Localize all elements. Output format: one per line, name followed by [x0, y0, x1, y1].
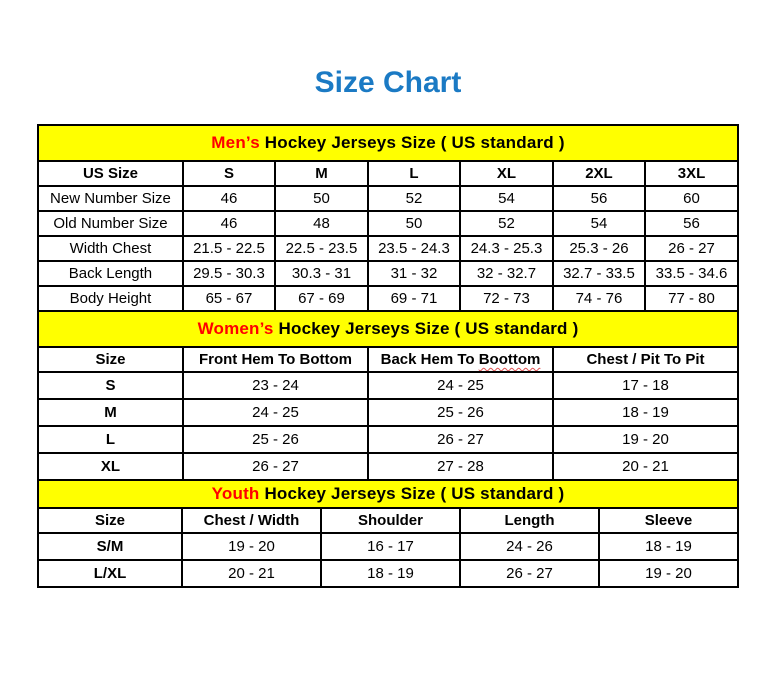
table-row — [38, 261, 738, 286]
youth-header-row — [38, 508, 738, 533]
column-header: 3XL — [645, 161, 738, 186]
size-cell: 24 - 26 — [460, 533, 599, 560]
size-cell: 26 - 27 — [183, 453, 368, 480]
size-cell: 23.5 - 24.3 — [368, 236, 460, 261]
size-cell: 56 — [553, 186, 645, 211]
row-label: Width Chest — [38, 236, 183, 261]
size-cell: 26 - 27 — [460, 560, 599, 587]
size-cell: 54 — [553, 211, 645, 236]
size-cell: 69 - 71 — [368, 286, 460, 311]
column-header: S — [183, 161, 275, 186]
misspelled-word: Boottom — [478, 351, 541, 368]
table-row — [38, 560, 738, 587]
row-label: S — [38, 372, 183, 399]
column-header: Chest / Width — [182, 508, 321, 533]
table-row — [38, 426, 738, 453]
size-cell: 29.5 - 30.3 — [183, 261, 275, 286]
column-header: Chest / Pit To Pit — [553, 347, 738, 372]
page-title: Size Chart — [314, 66, 462, 99]
womens-size-table — [37, 310, 739, 481]
size-cell: 20 - 21 — [182, 560, 321, 587]
size-cell: 27 - 28 — [368, 453, 553, 480]
column-header: Size — [38, 508, 182, 533]
size-cell: 54 — [460, 186, 553, 211]
size-cell: 50 — [275, 186, 368, 211]
table-row — [38, 186, 738, 211]
size-cell: 18 - 19 — [321, 560, 460, 587]
table-row — [38, 453, 738, 480]
column-header: Shoulder — [321, 508, 460, 533]
column-header: L — [368, 161, 460, 186]
size-cell: 32.7 - 33.5 — [553, 261, 645, 286]
size-cell: 52 — [368, 186, 460, 211]
size-cell: 26 - 27 — [368, 426, 553, 453]
size-cell: 67 - 69 — [275, 286, 368, 311]
size-cell: 30.3 - 31 — [275, 261, 368, 286]
table-row — [38, 286, 738, 311]
mens-table-title-accent: Men’s — [211, 133, 260, 152]
row-label: M — [38, 399, 183, 426]
column-header: Length — [460, 508, 599, 533]
youth-table-title — [38, 480, 738, 508]
size-cell: 24 - 25 — [368, 372, 553, 399]
size-cell: 46 — [183, 186, 275, 211]
table-row — [38, 236, 738, 261]
column-header: Front Hem To Bottom — [183, 347, 368, 372]
column-header-text: Back Hem To — [380, 351, 475, 368]
youth-table-title-text: Hockey Jerseys Size ( US standard ) — [259, 484, 565, 503]
table-row — [38, 399, 738, 426]
size-cell: 24 - 25 — [183, 399, 368, 426]
size-cell: 21.5 - 22.5 — [183, 236, 275, 261]
mens-table-band — [38, 125, 738, 161]
size-cell: 65 - 67 — [183, 286, 275, 311]
womens-table-band — [38, 311, 738, 347]
column-header: 2XL — [553, 161, 645, 186]
size-cell: 25.3 - 26 — [553, 236, 645, 261]
womens-table-title-text: Hockey Jerseys Size ( US standard ) — [273, 319, 579, 338]
size-cell: 19 - 20 — [599, 560, 738, 587]
row-label: New Number Size — [38, 186, 183, 211]
row-label: L — [38, 426, 183, 453]
size-cell: 32 - 32.7 — [460, 261, 553, 286]
youth-size-table — [37, 479, 739, 588]
row-label: Old Number Size — [38, 211, 183, 236]
column-header — [368, 347, 553, 372]
row-label: Back Length — [38, 261, 183, 286]
womens-table-title-accent: Women’s — [197, 319, 274, 338]
size-cell: 50 — [368, 211, 460, 236]
size-cell: 20 - 21 — [553, 453, 738, 480]
size-cell: 19 - 20 — [553, 426, 738, 453]
column-header: US Size — [38, 161, 183, 186]
size-cell: 33.5 - 34.6 — [645, 261, 738, 286]
size-cell: 72 - 73 — [460, 286, 553, 311]
row-label: XL — [38, 453, 183, 480]
size-cell: 77 - 80 — [645, 286, 738, 311]
size-cell: 16 - 17 — [321, 533, 460, 560]
row-label: Body Height — [38, 286, 183, 311]
row-label: L/XL — [38, 560, 182, 587]
size-cell: 31 - 32 — [368, 261, 460, 286]
column-header: Size — [38, 347, 183, 372]
size-cell: 60 — [645, 186, 738, 211]
size-cell: 46 — [183, 211, 275, 236]
size-cell: 25 - 26 — [183, 426, 368, 453]
column-header: M — [275, 161, 368, 186]
mens-table-title-text: Hockey Jerseys Size ( US standard ) — [259, 133, 565, 152]
size-cell: 25 - 26 — [368, 399, 553, 426]
size-cell: 48 — [275, 211, 368, 236]
mens-header-row — [38, 161, 738, 186]
size-cell: 18 - 19 — [599, 533, 738, 560]
womens-header-row — [38, 347, 738, 372]
size-cell: 56 — [645, 211, 738, 236]
size-cell: 74 - 76 — [553, 286, 645, 311]
womens-table-title — [38, 311, 738, 347]
column-header: Sleeve — [599, 508, 738, 533]
table-row — [38, 211, 738, 236]
youth-table-band — [38, 480, 738, 508]
column-header: XL — [460, 161, 553, 186]
youth-table-title-accent: Youth — [211, 484, 260, 503]
table-row — [38, 533, 738, 560]
size-cell: 22.5 - 23.5 — [275, 236, 368, 261]
size-cell: 26 - 27 — [645, 236, 738, 261]
size-cell: 24.3 - 25.3 — [460, 236, 553, 261]
mens-size-table — [37, 124, 739, 312]
size-cell: 23 - 24 — [183, 372, 368, 399]
row-label: S/M — [38, 533, 182, 560]
size-cell: 52 — [460, 211, 553, 236]
size-cell: 17 - 18 — [553, 372, 738, 399]
mens-table-title — [38, 125, 738, 161]
table-row — [38, 372, 738, 399]
size-cell: 18 - 19 — [553, 399, 738, 426]
size-cell: 19 - 20 — [182, 533, 321, 560]
